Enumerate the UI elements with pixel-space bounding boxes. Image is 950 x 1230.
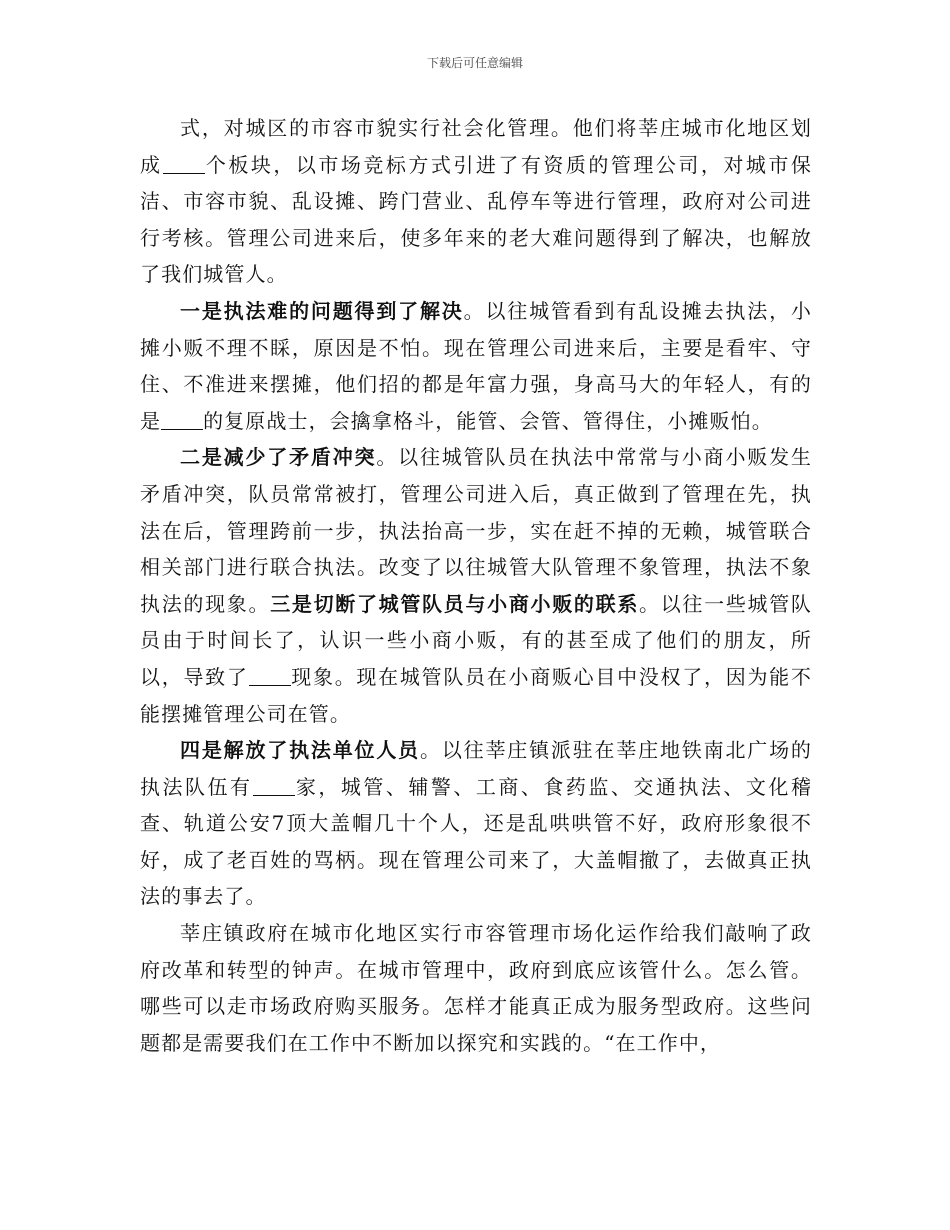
paragraph-2-text-b: 的复原战士，会擒拿格斗，能管、会管、管得住，小摊贩怕。 xyxy=(203,408,773,433)
paragraph-4-heading: 四是解放了执法单位人员 xyxy=(180,738,420,763)
paragraph-3-text-b: 。以往一些城管队员由于时间长了，认识一些小商小贩，有的甚至成了他们的朋友，所以，导致了 xyxy=(140,591,813,689)
paragraph-3 xyxy=(140,439,812,732)
paragraph-1 xyxy=(140,110,812,293)
fill-blank xyxy=(249,665,291,686)
document-body xyxy=(140,110,812,1061)
fill-blank xyxy=(253,775,295,796)
paragraph-4 xyxy=(140,732,812,915)
paragraph-3-heading: 二是减少了矛盾冲突 xyxy=(180,445,377,470)
fill-blank xyxy=(161,409,203,430)
paragraph-1-text-a: 式，对城区的市容市貌实行社会化管理。他们将莘庄城市化地区划成 xyxy=(140,116,812,177)
page-header: 下载后可任意编辑 xyxy=(426,56,523,70)
fill-blank xyxy=(163,153,205,174)
paragraph-4-text-b: 家，城管、辅警、工商、食药监、交通执法、文化稽查、轨道公安7顶大盖帽几十个人，还是乱哄哄管不好，政府形象很不好，成了老百姓的骂柄。现在管理公司来了，大盖帽撤了，去做真正执法的事去了。 xyxy=(140,774,812,909)
paragraph-3-subheading: 三是切断了城管队员与小商小贩的联系 xyxy=(270,591,640,616)
paragraph-3-text-a: 。以往城管队员在执法中常常与小商小贩发生矛盾冲突，队员常常被打，管理公司进入后，真正做到了管理在先，执法在后，管理跨前一步，执法抬高一步，实在赶不掉的无赖，城管联合相关部门进行联合执法。改变了以往城管大队管理不象管理，执法不象执法的现象。 xyxy=(140,445,812,616)
paragraph-2-text-a: 。以往城管看到有乱设摊去执法，小摊小贩不理不睬，原因是不怕。现在管理公司进来后，主要是看牢、守住、不准进来摆摊，他们招的都是年富力强，身高马大的年轻人，有的是 xyxy=(140,298,812,433)
paragraph-1-text-b: 个板块，以市场竞标方式引进了有资质的管理公司，对城市保洁、市容市貌、乱设摊、跨门营业、乱停车等进行管理，政府对公司进行考核。管理公司进来后，使多年来的老大难问题得到了解决，也解放了我们城管人。 xyxy=(140,152,812,287)
paragraph-2 xyxy=(140,293,812,439)
paragraph-5 xyxy=(140,915,812,1061)
paragraph-5-text: 莘庄镇政府在城市化地区实行市容管理市场化运作给我们敲响了政府改革和转型的钟声。在城市管理中，政府到底应该管什么。怎么管。哪些可以走市场政府购买服务。怎样才能真正成为服务型政府。这些问题都是需要我们在工作中不断加以探究和实践的。“在工作中， xyxy=(140,921,812,1055)
paragraph-4-text-a: 。以往莘庄镇派驻在莘庄地铁南北广场的执法队伍有 xyxy=(140,738,812,799)
paragraph-3-text-c: 现象。现在城管队员在小商贩心目中没权了，因为能不能摆摊管理公司在管。 xyxy=(140,664,812,726)
paragraph-2-heading: 一是执法难的问题得到了解决 xyxy=(180,298,464,323)
